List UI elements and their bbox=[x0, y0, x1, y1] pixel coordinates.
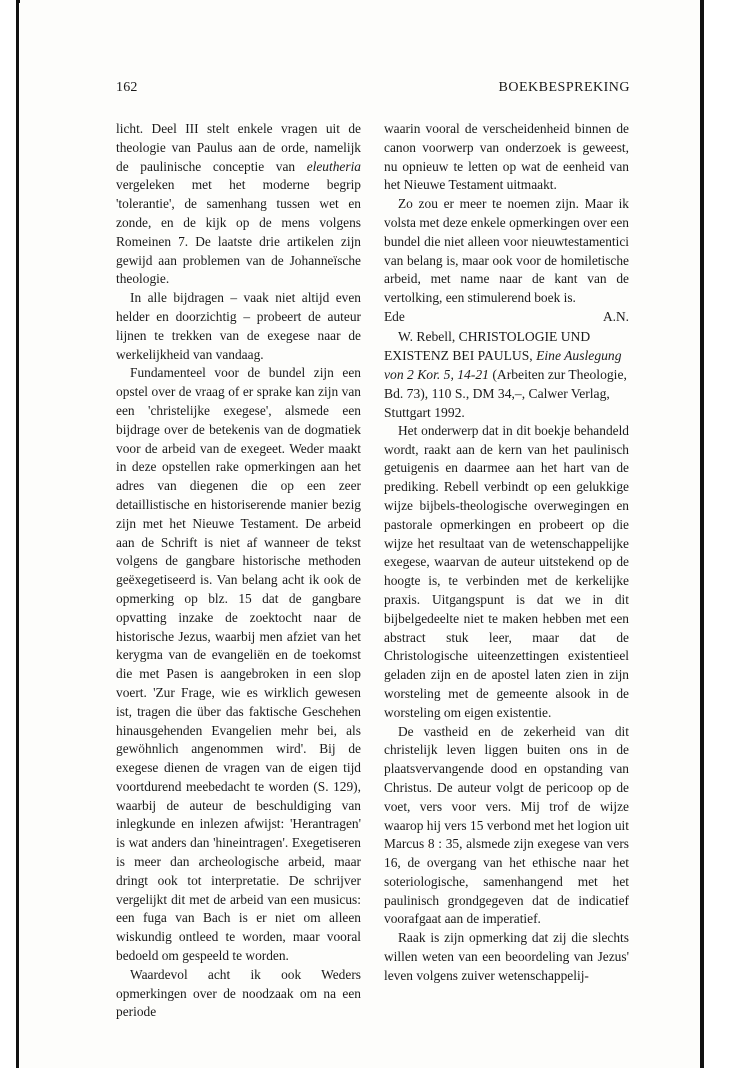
paragraph: Raak is zijn opmerking dat zij die slechts willen weten van een beoordeling van Jezus' leven volgens zuiver wetenschappelij- bbox=[384, 930, 629, 983]
paragraph: Zo zou er meer te noemen zijn. Maar ik volsta met deze enkele opmerkingen over een bundel die niet alleen voor nieuwtestamentici van belang is, maar ook voor de homiletische arbeid, met name naar de kant van de vertolking, een stimulerend boek is. bbox=[384, 196, 629, 306]
paragraph: Het onderwerp dat in dit boekje behandeld wordt, raakt aan de kern van het paulinisch getuigenis en daarmee aan het hart van de prediking. Rebell verbindt op een gelukkige wijze bijbels-theologische overwegingen en pastorale opmerkingen en probeert op die wijze het resultaat van de wetenschappelijke exegese, waarvan de auteur uitstekend op de hoogte is, te verbinden met de kerkelijke praxis. Uitgangspunt is dat we in dit bijbelgedeelte niet te maken hebben met een abstract stuk leer, maar dat de Christologische uiteenzettingen existentieel geladen zijn en de apostel laten zien in zijn worsteling met de gemeente alsook in de worsteling om eigen existentie. bbox=[384, 422, 629, 720]
right-column bbox=[384, 120, 629, 986]
paragraph: Waardevol acht ik ook Weders opmerkingen over de noodzaak om na een periode bbox=[116, 966, 361, 1020]
book-subtitle: Eine Auslegung von 2 Kor. 5, 14-21 bbox=[384, 347, 622, 382]
page-left-edge bbox=[16, 0, 19, 1068]
signature-place: Ede bbox=[384, 308, 405, 324]
signature-initials: A.N. bbox=[602, 308, 629, 324]
running-title: BOEKBESPREKING bbox=[498, 80, 630, 95]
paragraph: In alle bijdragen – vaak niet altijd even helder en doorzichtig – probeert de auteur lijnen te trekken van de exegese naar de werkelijkheid van vandaag. bbox=[116, 290, 361, 362]
paragraph: waarin vooral de verscheidenheid binnen de canon voorwerp van onderzoek is geweest, nu opnieuw te letten op wat de eenheid van het Nieuwe Testament uitmaakt. bbox=[384, 121, 629, 193]
left-column bbox=[116, 120, 361, 1022]
italic-term: eleutheria bbox=[306, 158, 361, 174]
page-right-edge bbox=[700, 0, 704, 1068]
signature-line bbox=[384, 308, 629, 327]
paragraph: licht. Deel III stelt enkele vragen uit de theologie van Paulus aan de orde, namelijk de paulinische conceptie van eleutheria vergeleken met het moderne begrip 'tolerantie', de samenhang tussen wet en zonde, en de kijk op de mens volgens Romeinen 7. De laatste drie artikelen zijn gewijd aan problemen van de Johanneïsche theologie. bbox=[116, 121, 361, 287]
review-heading: W. Rebell, CHRISTOLOGIE UND EXISTENZ BEI PAULUS, Eine Auslegung von 2 Kor. 5, 14-21 (Arbeiten zur Theologie, Bd. 73), 110 S., DM 34,–, Calwer Verlag, Stuttgart 1992. bbox=[384, 328, 627, 420]
paragraph: De vastheid en de zekerheid van dit christelijk leven liggen buiten ons in de plaatsvervangende dood en opstanding van Christus. De auteur volgt de pericoop op de voet, vers voor vers. Mij trof de wijze waarop hij vers 15 verbond met het logion uit Marcus 8 : 35, alsmede zijn exegese van vers 16, de overgang van het ethische naar het soteriologische, samenhangend met het paulinisch grondgegeven dat de indicatief voorafgaat aan de imperatief. bbox=[384, 723, 629, 927]
page-number: 162 bbox=[116, 80, 138, 95]
paragraph: Fundamenteel voor de bundel zijn een opstel over de vraag of er sprake kan zijn van een 'christelijke exegese', alsmede een bijdrage over de betekenis van de dogmatiek voor de arbeid van de exegeet. Weder maakt in deze opstellen rake opmerkingen aan het adres van diegenen die op een zeer detaillistische en historiserende manier bezig zijn met het Nieuwe Testament. De arbeid aan de Schrift is niet af wanneer de tekst volgens de gangbare historische methoden geëxegetiseerd is. Van belang acht ik ook de opmerking op blz. 15 dat de gangbare opvatting inzake de zoektocht naar de historische Jezus, waarbij men afziet van het kerygma van de evangeliën en de toekomst die met Pasen is aangebroken in een slop voert. 'Zur Frage, wie es wirklich gewesen ist, tragen die über das faktische Geschehen hinausgehenden Evangelien mehr bei, als gewöhnlich angenommen wird'. Bij de exegese dienen de vragen van de eigen tijd voortdurend meebedacht te worden (S. 129), waarbij de auteur de beschuldiging van inlegkunde en inlezen afwijst: 'Herantragen' is wat anders dan 'hineintragen'. Exegetiseren is meer dan archeologische arbeid, maar dringt ook tot interpretatie. De schrijver vergelijkt dit met de arbeid van een musicus: een fuga van Bach is er niet om alleen wiskundig ontleed te worden, maar vooral bedoeld om gespeeld te worden. bbox=[116, 365, 361, 964]
